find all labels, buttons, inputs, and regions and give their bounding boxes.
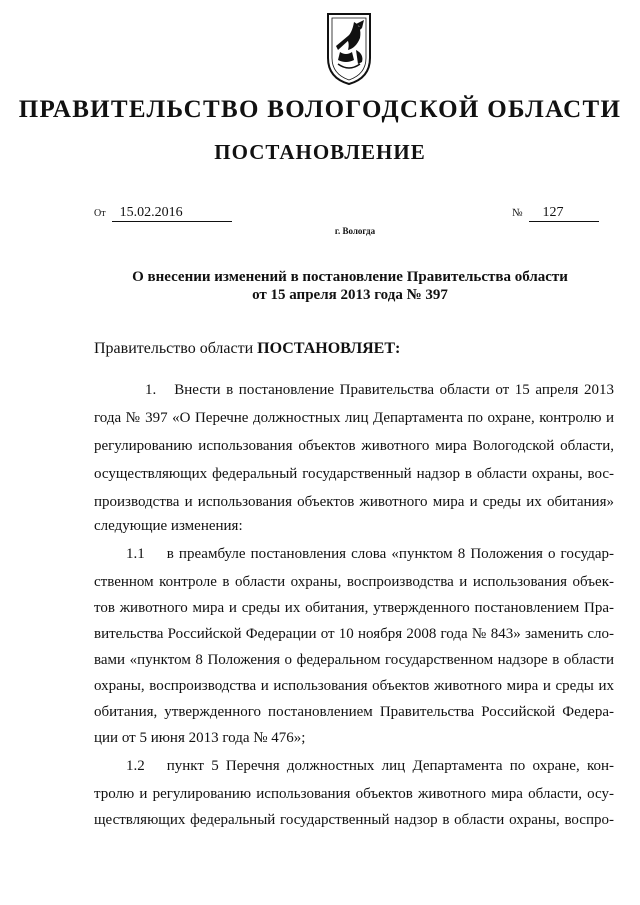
paragraph-1-2-line	[126, 756, 614, 782]
paragraph-1-2-line: ществляющих федеральный государственный надзор в области охраны, воспро-	[94, 812, 614, 828]
paragraph-1-line: года № 397 «О Перечне должностных лиц Департамента по охране, контролю и	[94, 410, 614, 426]
document-date	[94, 204, 232, 222]
paragraph-1-1-line: обитания, утвержденного постановлением Правительства Российской Федера-	[94, 704, 614, 720]
document-heading	[60, 268, 640, 304]
paragraph-1-1-line: охраны, воспроизводства и использования объектов животного мира и среды их	[94, 678, 614, 694]
paragraph-1-2-number: 1.2	[126, 758, 145, 774]
heading-line-2: от 15 апреля 2013 года № 397	[252, 287, 448, 303]
heading-line-1: О внесении изменений в постановление Правительства области	[132, 269, 568, 285]
number-prefix: №	[512, 207, 523, 219]
preamble-text: Правительство области	[94, 340, 258, 357]
paragraph-1-line: осуществляющих федеральный государственный надзор в области охраны, вос-	[94, 466, 614, 482]
paragraph-1-1-text: в преамбуле постановления слова «пунктом 8 Положения о государ-	[166, 546, 614, 562]
number-value: 127	[529, 205, 599, 222]
preamble	[94, 340, 400, 358]
preamble-decree-word: ПОСТАНОВЛЯЕТ:	[257, 340, 401, 357]
paragraph-1-line	[145, 380, 614, 406]
city: г. Вологда	[334, 226, 376, 236]
paragraph-1-1-line: вительства Российской Федерации от 10 ноября 2008 года № 843» заменить сло-	[94, 626, 614, 642]
paragraph-1-line: производства и использования объектов животного мира и среды их обитания»	[94, 494, 614, 510]
paragraph-1-1-line: ции от 5 июня 2013 года № 476»;	[94, 730, 306, 746]
date-value: 15.02.2016	[112, 205, 232, 222]
date-prefix: От	[94, 208, 106, 219]
paragraph-1-1-line: вами «пунктом 8 Положения о федеральном государственном надзоре в области	[94, 652, 614, 668]
document-number	[512, 204, 599, 222]
paragraph-1-line: регулированию использования объектов животного мира Вологодской области,	[94, 438, 614, 454]
paragraph-1-number: 1.	[145, 382, 157, 398]
paragraph-1-1-line	[126, 544, 614, 570]
document-type: ПОСТАНОВЛЕНИЕ	[214, 140, 426, 164]
paragraph-1-2-text: пункт 5 Перечня должностных лиц Департамента по охране, кон-	[166, 758, 614, 774]
paragraph-1-1-line: ственном контроле в области охраны, воспроизводства и использования объек-	[94, 574, 614, 590]
government-title: ПРАВИТЕЛЬСТВО ВОЛОГОДСКОЙ ОБЛАСТИ	[18, 96, 622, 123]
vologda-coat-of-arms-icon	[326, 12, 372, 86]
paragraph-1-1-line: тов животного мира и среды их обитания, утвержденного постановлением Пра-	[94, 600, 614, 616]
paragraph-1-2-line: тролю и регулированию использования объектов животного мира области, осу-	[94, 786, 614, 802]
paragraph-1-1-number: 1.1	[126, 546, 145, 562]
paragraph-1-line: следующие изменения:	[94, 518, 243, 534]
paragraph-1-text: Внести в постановление Правительства области от 15 апреля 2013	[174, 382, 614, 398]
